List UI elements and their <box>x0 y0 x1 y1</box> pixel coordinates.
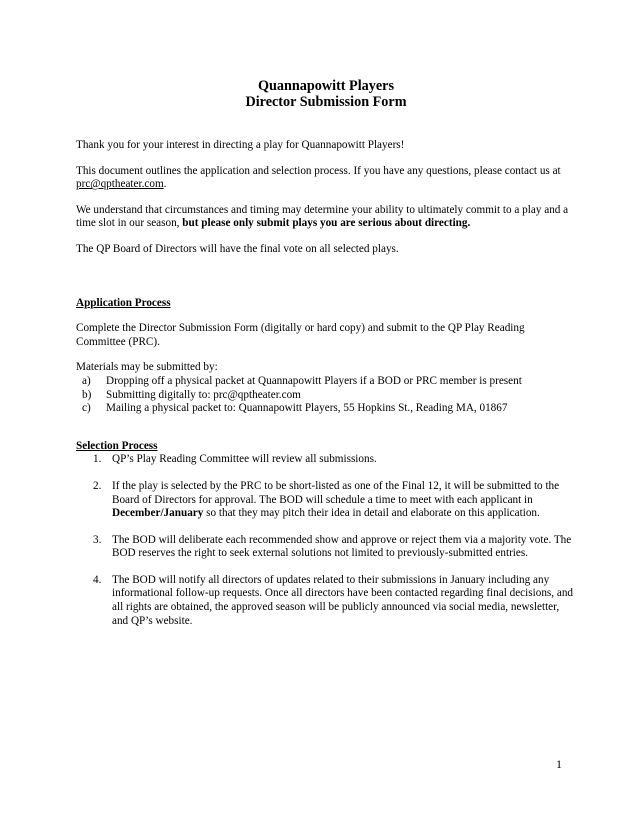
intro-board: The QP Board of Directors will have the final vote on all selected plays. <box>76 242 399 255</box>
list-item <box>76 480 576 521</box>
list-text: The BOD will notify all directors of updates related to their submissions in January including any informational follow-up requests. Once all directors have been contacted regarding final decisions, and all rights are obtained, the approved season will be publicly announced via social media, newsletter, and QP’s website. <box>112 573 574 627</box>
materials-intro: Materials may be submitted by: <box>76 361 218 374</box>
title-line-2: Director Submission Form <box>245 94 407 110</box>
application-heading: Application Process <box>76 296 171 309</box>
intro-understand <box>76 204 576 231</box>
list-marker: 2. <box>93 479 102 492</box>
list-text-bold: December/January <box>112 507 204 520</box>
list-item <box>76 402 576 416</box>
contact-email-link[interactable]: prc@qptheater.com <box>76 178 164 191</box>
list-item <box>76 534 576 561</box>
list-text: The BOD will deliberate each recommended show and approve or reject them via a majority vote. The BOD reserves the right to seek external solutions not limited to previously-submitted entries. <box>112 533 572 560</box>
selection-heading: Selection Process <box>76 439 158 452</box>
title-line-1: Quannapowitt Players <box>258 78 394 94</box>
list-item <box>76 453 576 467</box>
intro-outline <box>76 165 576 192</box>
list-marker: c) <box>82 402 91 415</box>
materials-list <box>76 375 576 416</box>
list-text: If the play is selected by the PRC to be short-listed as one of the Final 12, it will be submitted to the Board of Directors for approval. The BOD will schedule a time to meet with each applicant in <box>112 479 560 506</box>
understand-bold: but please only submit plays you are serious about directing. <box>182 217 471 230</box>
list-item <box>76 389 576 403</box>
list-text: QP’s Play Reading Committee will review all submissions. <box>112 453 377 466</box>
outline-end: . <box>163 178 167 191</box>
selection-list <box>76 453 576 628</box>
document-page <box>76 78 576 628</box>
outline-text: This document outlines the application and selection process. If you have any questions, please contact us at <box>76 164 561 177</box>
list-text: Dropping off a physical packet at Quannapowitt Players if a BOD or PRC member is present <box>106 374 522 387</box>
application-complete: Complete the Director Submission Form (digitally or hard copy) and submit to the QP Play Reading Committee (PRC). <box>76 322 525 348</box>
list-marker: b) <box>82 388 92 401</box>
list-marker: 4. <box>93 573 102 586</box>
list-marker: 3. <box>93 533 102 546</box>
page-number: 1 <box>556 757 562 771</box>
list-marker: a) <box>82 374 91 387</box>
intro-thanks: Thank you for your interest in directing a play for Quannapowitt Players! <box>76 139 405 151</box>
list-text: Submitting digitally to: prc@qptheater.com <box>106 388 301 401</box>
understand-text: We understand that circumstances and timing may determine your ability to ultimately commit to a play and a time slot in our season, <box>76 203 569 230</box>
list-text: Mailing a physical packet to: Quannapowitt Players, 55 Hopkins St., Reading MA, 01867 <box>106 402 508 415</box>
list-text: so that they may pitch their idea in detail and elaborate on this application. <box>203 507 540 520</box>
list-marker: 1. <box>93 453 102 466</box>
list-item <box>76 375 576 389</box>
list-item <box>76 574 576 628</box>
